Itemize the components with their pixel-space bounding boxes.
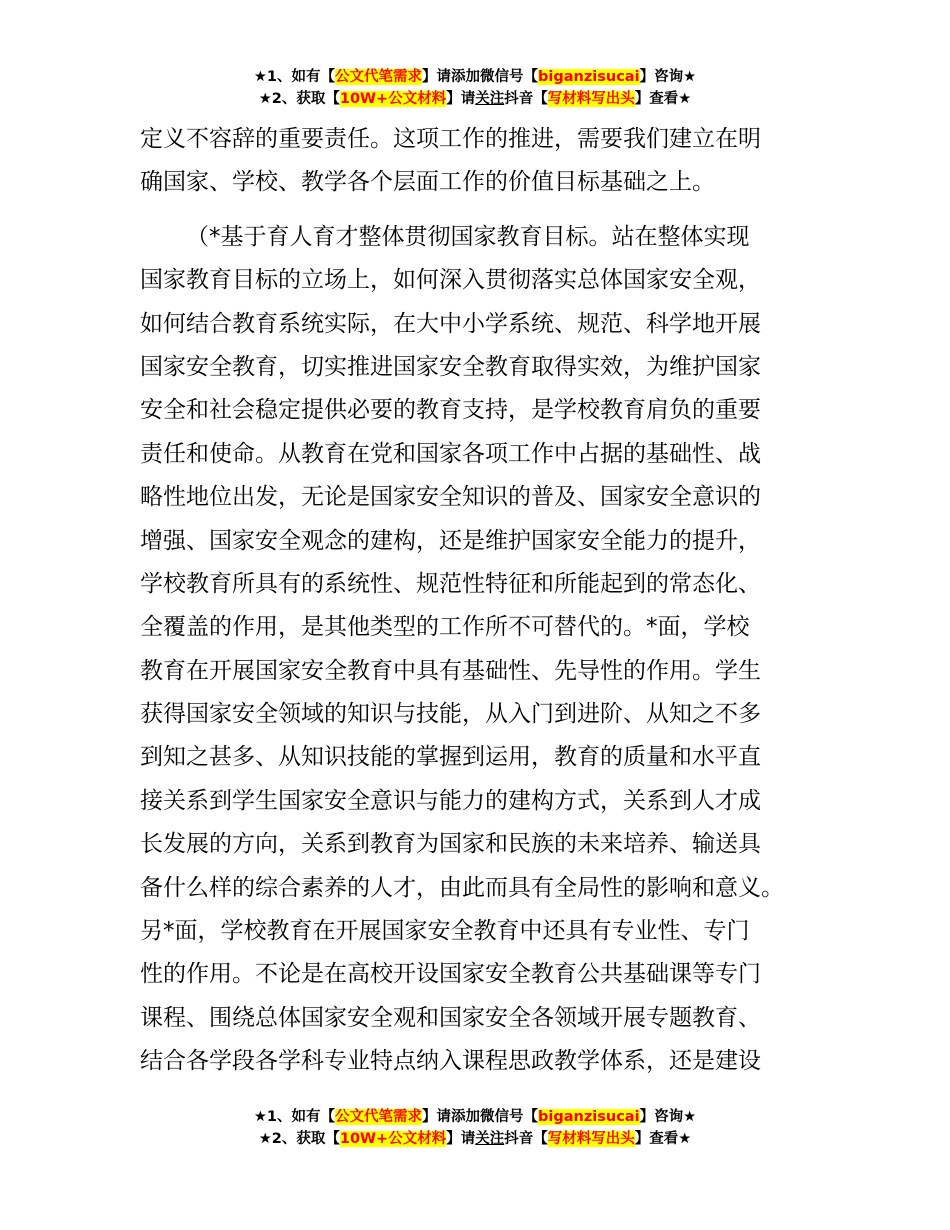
- text-line: 如何结合教育系统实际，在大中小学系统、规范、科学地开展: [140, 310, 761, 337]
- text-line: 获得国家安全领域的知识与技能，从入门到进阶、从知之不多: [140, 701, 761, 728]
- text-line: 结合各学段各学科专业特点纳入课程思政教学体系，还是建设: [140, 1048, 761, 1075]
- banner-underlined: 关注: [475, 1131, 505, 1147]
- banner-highlight-wechat-id: biganzisucai: [538, 69, 640, 85]
- banner-text: ★2、获取【: [258, 1131, 340, 1147]
- text-line: 学校教育所具有的系统性、规范性特征和所能起到的常态化、: [140, 570, 761, 597]
- text-line: 教育在开展国家安全教育中具有基础性、先导性的作用。学生: [140, 657, 761, 684]
- banner-highlight: 10W+公文材料: [339, 91, 447, 107]
- text-line: 确国家、学校、教学各个层面工作的价值目标基础之上。: [140, 169, 715, 196]
- text-line: 课程、围绕总体国家安全观和国家安全各领域开展专题教育、: [140, 1004, 761, 1031]
- text-line: 定义不容辞的重要责任。这项工作的推进，需要我们建立在明: [140, 126, 761, 152]
- banner-text: 抖音【: [504, 1131, 548, 1147]
- text-line: 接关系到学生国家安全意识与能力的建构方式，关系到人才成: [140, 787, 761, 814]
- text-line: 略性地位出发，无论是国家安全知识的普及、国家安全意识的: [140, 484, 761, 511]
- banner-line-2: [0, 1128, 950, 1150]
- paragraph-spacing: [140, 205, 830, 216]
- banner-text: 】请: [446, 91, 476, 107]
- header-banner: [0, 66, 950, 110]
- text-line: 另*面，学校教育在开展国家安全教育中还具有专业性、专门: [140, 918, 750, 945]
- banner-text: 抖音【: [504, 91, 548, 107]
- text-line: 到知之甚多、从知识技能的掌握到运用，教育的质量和水平直: [140, 744, 761, 771]
- banner-text: 】请: [446, 1131, 476, 1147]
- footer-banner: [0, 1106, 950, 1150]
- banner-highlight: 公文代笔需求: [335, 69, 423, 85]
- banner-highlight-wechat-id: biganzisucai: [538, 1109, 640, 1125]
- banner-highlight: 公文代笔需求: [335, 1109, 423, 1125]
- banner-line-2: [0, 88, 950, 110]
- text-line: 国家教育目标的立场上，如何深入贯彻落实总体国家安全观，: [140, 267, 761, 294]
- banner-text: 】查看★: [634, 91, 692, 107]
- banner-highlight: 写材料写出头: [547, 91, 635, 107]
- banner-text: ★2、获取【: [258, 91, 340, 107]
- banner-text: ★1、如有【: [253, 69, 336, 85]
- banner-underlined: 关注: [475, 91, 505, 107]
- banner-text: 】咨询★: [639, 69, 697, 85]
- text-line: 全覆盖的作用，是其他类型的工作所不可替代的。*面，学校: [140, 614, 750, 641]
- banner-text: ★1、如有【: [253, 1109, 336, 1125]
- banner-highlight: 10W+公文材料: [339, 1131, 447, 1147]
- text-line: （*基于育人育才整体贯彻国家教育目标。站在整体实现: [186, 223, 750, 250]
- text-line: 安全和社会稳定提供必要的教育支持，是学校教育肩负的重要: [140, 397, 761, 424]
- banner-highlight: 写材料写出头: [547, 1131, 635, 1147]
- document-body: [140, 118, 830, 1084]
- banner-line-1: [0, 1106, 950, 1128]
- banner-line-1: [0, 66, 950, 88]
- text-line: 性的作用。不论是在高校开设国家安全教育公共基础课等专门: [140, 961, 761, 988]
- banner-text: 】查看★: [634, 1131, 692, 1147]
- text-line: 责任和使命。从教育在党和国家各项工作中占据的基础性、战: [140, 440, 761, 467]
- text-line: 长发展的方向，关系到教育为国家和民族的未来培养、输送具: [140, 831, 761, 858]
- text-line: 备什么样的综合素养的人才，由此而具有全局性的影响和意义。: [140, 874, 784, 901]
- text-line: 增强、国家安全观念的建构，还是维护国家安全能力的提升，: [140, 527, 761, 554]
- banner-text: 】咨询★: [639, 1109, 697, 1125]
- paragraph: [140, 216, 830, 1084]
- paragraph: [140, 118, 830, 205]
- banner-text: 】请添加微信号【: [422, 69, 539, 85]
- banner-text: 】请添加微信号【: [422, 1109, 539, 1125]
- text-line: 国家安全教育，切实推进国家安全教育取得实效，为维护国家: [140, 353, 761, 380]
